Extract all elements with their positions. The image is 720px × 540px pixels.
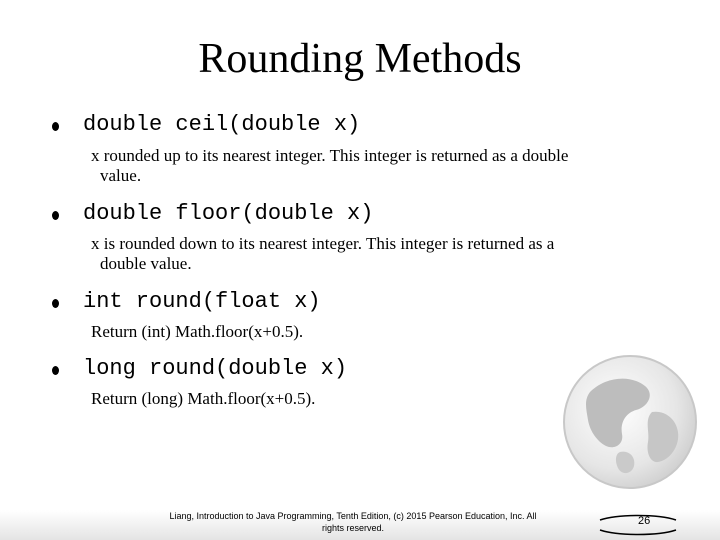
method-description: [91, 389, 671, 409]
method-signature: int round(float x): [83, 289, 321, 314]
bullet-dot-icon: [52, 211, 59, 220]
description-line: x is rounded down to its nearest integer. This integer is returned as a: [91, 234, 555, 253]
method-signature: double ceil(double x): [83, 112, 361, 137]
footer-line: Liang, Introduction to Java Programming, Tenth Edition, (c) 2015 Pearson Education, Inc. All: [169, 511, 537, 521]
description-line: Return (int) Math.floor(x+0.5).: [91, 322, 304, 341]
method-signature: long round(double x): [83, 356, 348, 381]
description-line: x rounded up to its nearest integer. This integer is returned as a double: [91, 146, 569, 165]
bullet-item: [52, 201, 373, 227]
description-line: Return (long) Math.floor(x+0.5).: [91, 389, 316, 408]
bullet-item: [52, 112, 360, 138]
bullet-dot-icon: [52, 122, 59, 131]
bullet-dot-icon: [52, 366, 59, 375]
bullet-item: [52, 356, 347, 382]
method-description: [91, 146, 671, 186]
description-line: value.: [100, 166, 142, 185]
method-description: [91, 322, 671, 342]
slide-title: Rounding Methods: [198, 36, 522, 82]
bullet-item: [52, 289, 321, 315]
description-line: double value.: [100, 254, 192, 273]
method-description: [91, 234, 671, 274]
method-signature: double floor(double x): [83, 201, 374, 226]
footer-line: rights reserved.: [321, 523, 385, 533]
footer-citation: [143, 510, 563, 534]
bullet-dot-icon: [52, 299, 59, 308]
page-number: 26: [638, 515, 651, 527]
globe-icon: [560, 352, 700, 492]
